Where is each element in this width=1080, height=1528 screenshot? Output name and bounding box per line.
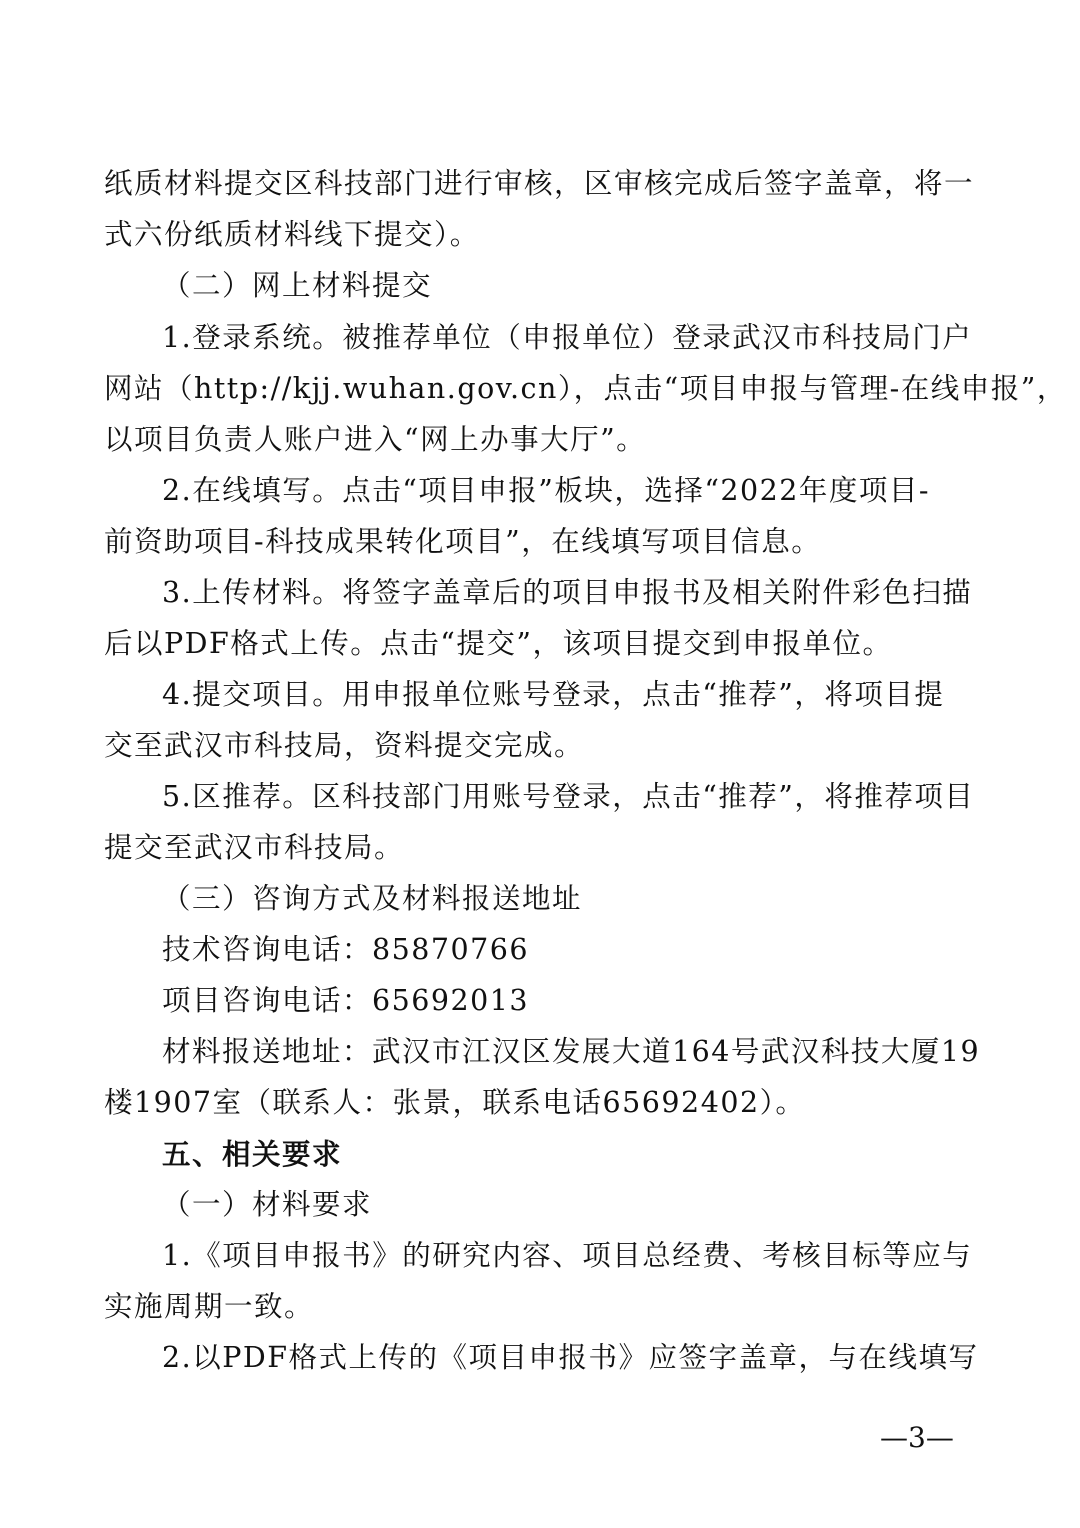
chapter-heading: 五、相关要求 xyxy=(162,1137,343,1171)
phone-line: 技术咨询电话：85870766 xyxy=(162,933,530,966)
text-line: 实施周期一致。 xyxy=(104,1290,315,1323)
section-heading: （三）咨询方式及材料报送地址 xyxy=(162,882,583,915)
text-line: 提交至武汉市科技局。 xyxy=(104,831,405,864)
text-line: 纸质材料提交区科技部门进行审核，区审核完成后签字盖章，将一 xyxy=(104,167,975,200)
text-line: 交至武汉市科技局，资料提交完成。 xyxy=(104,729,585,762)
page-number: —3— xyxy=(880,1421,954,1454)
text-line: 式六份纸质材料线下提交）。 xyxy=(104,218,480,251)
text-line: 1.登录系统。被推荐单位（申报单位）登录武汉市科技局门户 xyxy=(162,321,973,354)
section-heading: （一）材料要求 xyxy=(162,1188,373,1221)
text-line: 以项目负责人账户进入“网上办事大厅”。 xyxy=(104,423,647,456)
text-line: 3.上传材料。将签字盖章后的项目申报书及相关附件彩色扫描 xyxy=(162,576,973,609)
text-line: 1.《项目申报书》的研究内容、项目总经费、考核目标等应与 xyxy=(162,1239,973,1272)
text-line: 2.在线填写。点击“项目申报”板块，选择“2022年度项目- xyxy=(162,474,931,507)
text-line: 网站（http://kjj.wuhan.gov.cn），点击“项目申报与管理-在线申报”， xyxy=(104,372,1067,405)
text-line: 5.区推荐。区科技部门用账号登录，点击“推荐”，将推荐项目 xyxy=(162,780,975,813)
phone-line: 项目咨询电话：65692013 xyxy=(162,984,530,1017)
section-heading: （二）网上材料提交 xyxy=(162,269,433,302)
text-line: 后以PDF格式上传。点击“提交”，该项目提交到申报单位。 xyxy=(104,627,893,660)
text-line: 4.提交项目。用申报单位账号登录，点击“推荐”，将项目提 xyxy=(162,678,945,711)
address-line: 楼1907室（联系人：张景，联系电话65692402）。 xyxy=(104,1086,806,1119)
text-line: 2.以PDF格式上传的《项目申报书》应签字盖章，与在线填写 xyxy=(162,1341,979,1374)
address-line: 材料报送地址：武汉市江汉区发展大道164号武汉科技大厦19 xyxy=(162,1035,981,1068)
text-line: 前资助项目-科技成果转化项目”，在线填写项目信息。 xyxy=(104,525,822,558)
